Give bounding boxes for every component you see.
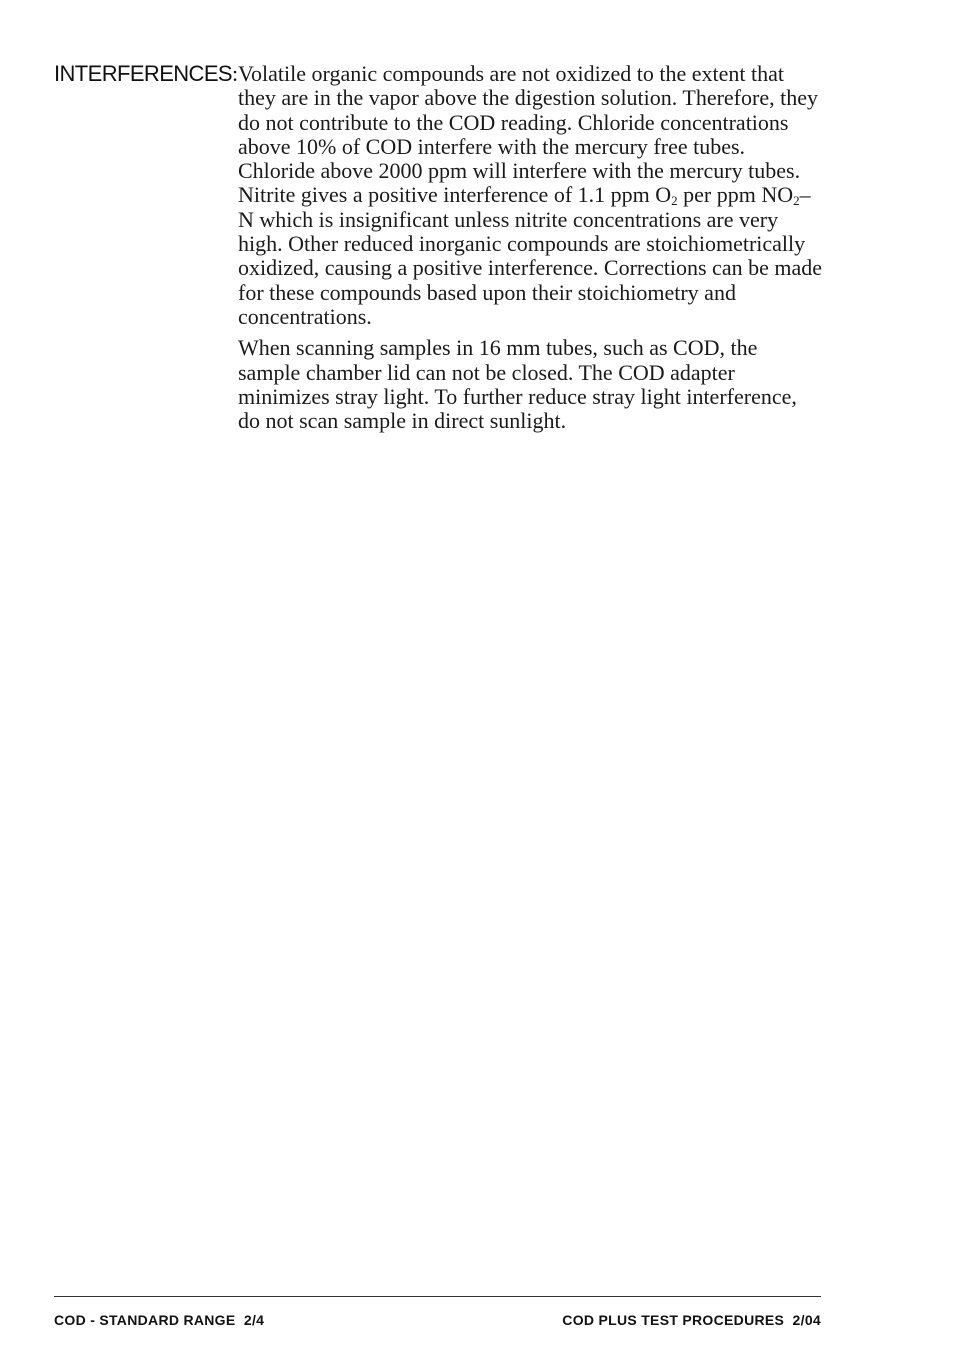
section-heading-colon: : — [232, 61, 238, 86]
interferences-paragraph-1 — [238, 62, 824, 329]
section-body — [238, 62, 824, 440]
oxygen-subscript: 2 — [671, 193, 678, 209]
interferences-paragraph-2: When scanning samples in 16 mm tubes, such as COD, the sample chamber lid can not be closed. The COD adapter minimizes stray light. To further reduce stray light interference, do not scan sample in direct sunlight. — [238, 335, 797, 434]
section-heading-label: INTERFERENCES — [54, 61, 232, 86]
paragraph-1-text-c: –N which is insignificant unless nitrite concentrations are very high. Other reduced inorganic compounds are stoichiometrically oxidized, causing a positive interference. Corrections can be made for these compounds based upon their stoichiometry and concentrations. — [238, 182, 822, 329]
footer-divider — [54, 1296, 821, 1297]
paragraph-1-text-b: per ppm NO — [677, 182, 794, 208]
footer-left-label: COD - STANDARD RANGE 2/4 — [54, 1312, 265, 1328]
footer-right-label: COD PLUS TEST PROCEDURES 2/04 — [562, 1312, 821, 1328]
section-heading — [54, 60, 238, 88]
paragraph-1-text-a: Volatile organic compounds are not oxidized to the extent that they are in the vapor above the digestion solution. Therefore, they do not contribute to the COD reading. Chloride concentrations above 10% of COD interfere with the mercury free tubes. Chloride above 2000 ppm will interfere with the mercury tubes. Nitrite gives a positive interference of 1.1 ppm O — [238, 61, 818, 208]
nitrite-subscript: 2 — [793, 193, 800, 209]
